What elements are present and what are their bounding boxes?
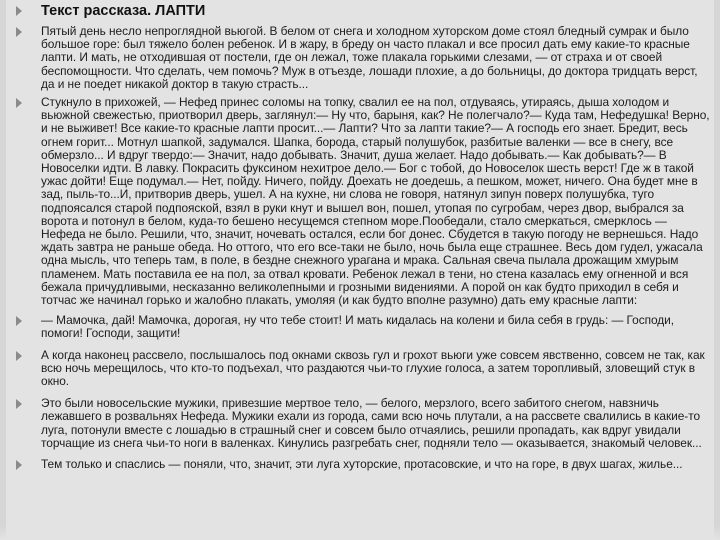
bullet-list [14,0,714,471]
paragraph-bullet [14,314,714,340]
page-title: Текст рассказа. ЛАПТИ [41,3,206,19]
text-panel [6,0,714,540]
paragraph-bullet [14,25,714,91]
triangle-right-icon [16,399,22,409]
paragraph-bullet [14,397,714,450]
paragraph-bullet [14,96,714,307]
paragraph-bullet [14,458,714,471]
paragraph-text: Тем только и спаслись — поняли, что, значит, эти луга хуторские, протасовские, и что на горе, в двух шагах, жилье... [41,457,683,472]
bottom-fade [0,526,720,540]
paragraph-text: А когда наконец рассвело, послышалось под окнами сквозь гул и грохот вьюги уже совсем явственно, совсем не так, как всю ночь мерещилось, что кто-то подъехал, что раздаются чьи-то глухие голоса, а затем торопливый, зловещий стук в окно. [41,347,705,389]
paragraph-text: — Мамочка, дай! Мамочка, дорогая, ну что тебе стоит! И мать кидалась на колени и била себя в грудь: — Господи, помоги! Господи, защити! [41,313,675,341]
triangle-right-icon [16,98,22,108]
title-bullet [14,0,714,22]
triangle-right-icon [16,460,22,470]
triangle-right-icon [16,27,22,37]
paragraph-text: Это были новосельские мужики, привезшие мертвое тело, — белого, мерзлого, всего забитого снегом, навзничь лежавшего в розвальнях Нефеда. Мужики ехали из города, сами всю ночь плутали, а на рассвете свалились в какие-то луга, потонули вместе с лошадью в страшный снег и совсем было отчаялись, решили пропадать, как вдруг увидали торчащие из снега чьи-то ноги в валенках. Кинулись разгребать снег, подняли тело — оказывается, знакомый человек... [41,396,702,450]
paragraph-text: Стукнуло в прихожей, — Нефед принес соломы на топку, свалил ее на пол, отдуваясь, утираясь, дыша холодом и вьюжной свежестью, приотворил дверь, заглянул:— Ну что, барыня, как? Не полегчало?— Куда там, Нефедушка! Верно, и не выживет! Все какие-то красные лапти просит...— Лапти? Что за лапти такие?— А господь его знает. Бредит, весь огнем горит... Мотнул шапкой, задумался. Шапка, борода, старый полушубок, разбитые валенки — все в снегу, все обмерзло... И вдруг твердо:— Значит, надо добывать. Значит, душа желает. Надо добывать.— Как добывать?— В Новоселки идти. В лавку. Покрасить фуксином нехитрое дело.— Бог с тобой, до Новоселок шесть верст! Где ж в такой ужас дойти! Еще подумал.— Нет, пойду. Ничего, пойду. Доехать не доедешь, а пешком, может, ничего. Она будет мне в зад, пыль-то...И, притворив дверь, ушел. А на кухне, ни слова не говоря, натянул зипун поверх полушубка, туго подпоясался старой подпояской, взял в руки кнут и вышел вон, пошел, утопая по сугробам, через двор, выбрался за ворота и потонул в белом, куда-то бешено несущемся степном море.Пообедали, стало смеркаться, смерклось — Нефеда не было. Решили, что, значит, ночевать остался, если бог донес. Сбудется в такую погоду не вернешься. Надо ждать завтра не раньше обеда. Но оттого, что его все-таки не было, ночь была еще страшнее. Весь дом гудел, ужасала одна мысль, что теперь там, в поле, в бездне снежного урагана и мрака. Сальная свеча пылала дрожащим хмурым пламенем. Мать поставила ее на пол, за отвал кровати. Ребенок лежал в тени, но стена казалась ему огненной и вся бежала причудливыми, несказанно великолепными и грозными видениями. А порой он как будто приходил в себя и тотчас же начинал горько и жалобно плакать, умоляя (и как будто вполне разумно) дать ему красные лапти: [41,95,710,308]
paragraph-bullet [14,349,714,389]
paragraph-text: Пятый день несло непроглядной вьюгой. В белом от снега и холодном хуторском доме стоял бледный сумрак и было большое горе: был тяжело болен ребенок. И в жару, в бреду он часто плакал и все просил дать ему какие-то красные лапти. И мать, не отходившая от постели, где он лежал, тоже плакала горькими слезами, — от страха и от своей беспомощности. Что сделать, чем помочь? Муж в отъезде, лошади плохие, а до больницы, до доктора тридцать верст, да и не поедет никакой доктор в такую страсть... [41,24,698,91]
triangle-right-icon [16,6,22,16]
triangle-right-icon [16,316,22,326]
triangle-right-icon [16,351,22,361]
